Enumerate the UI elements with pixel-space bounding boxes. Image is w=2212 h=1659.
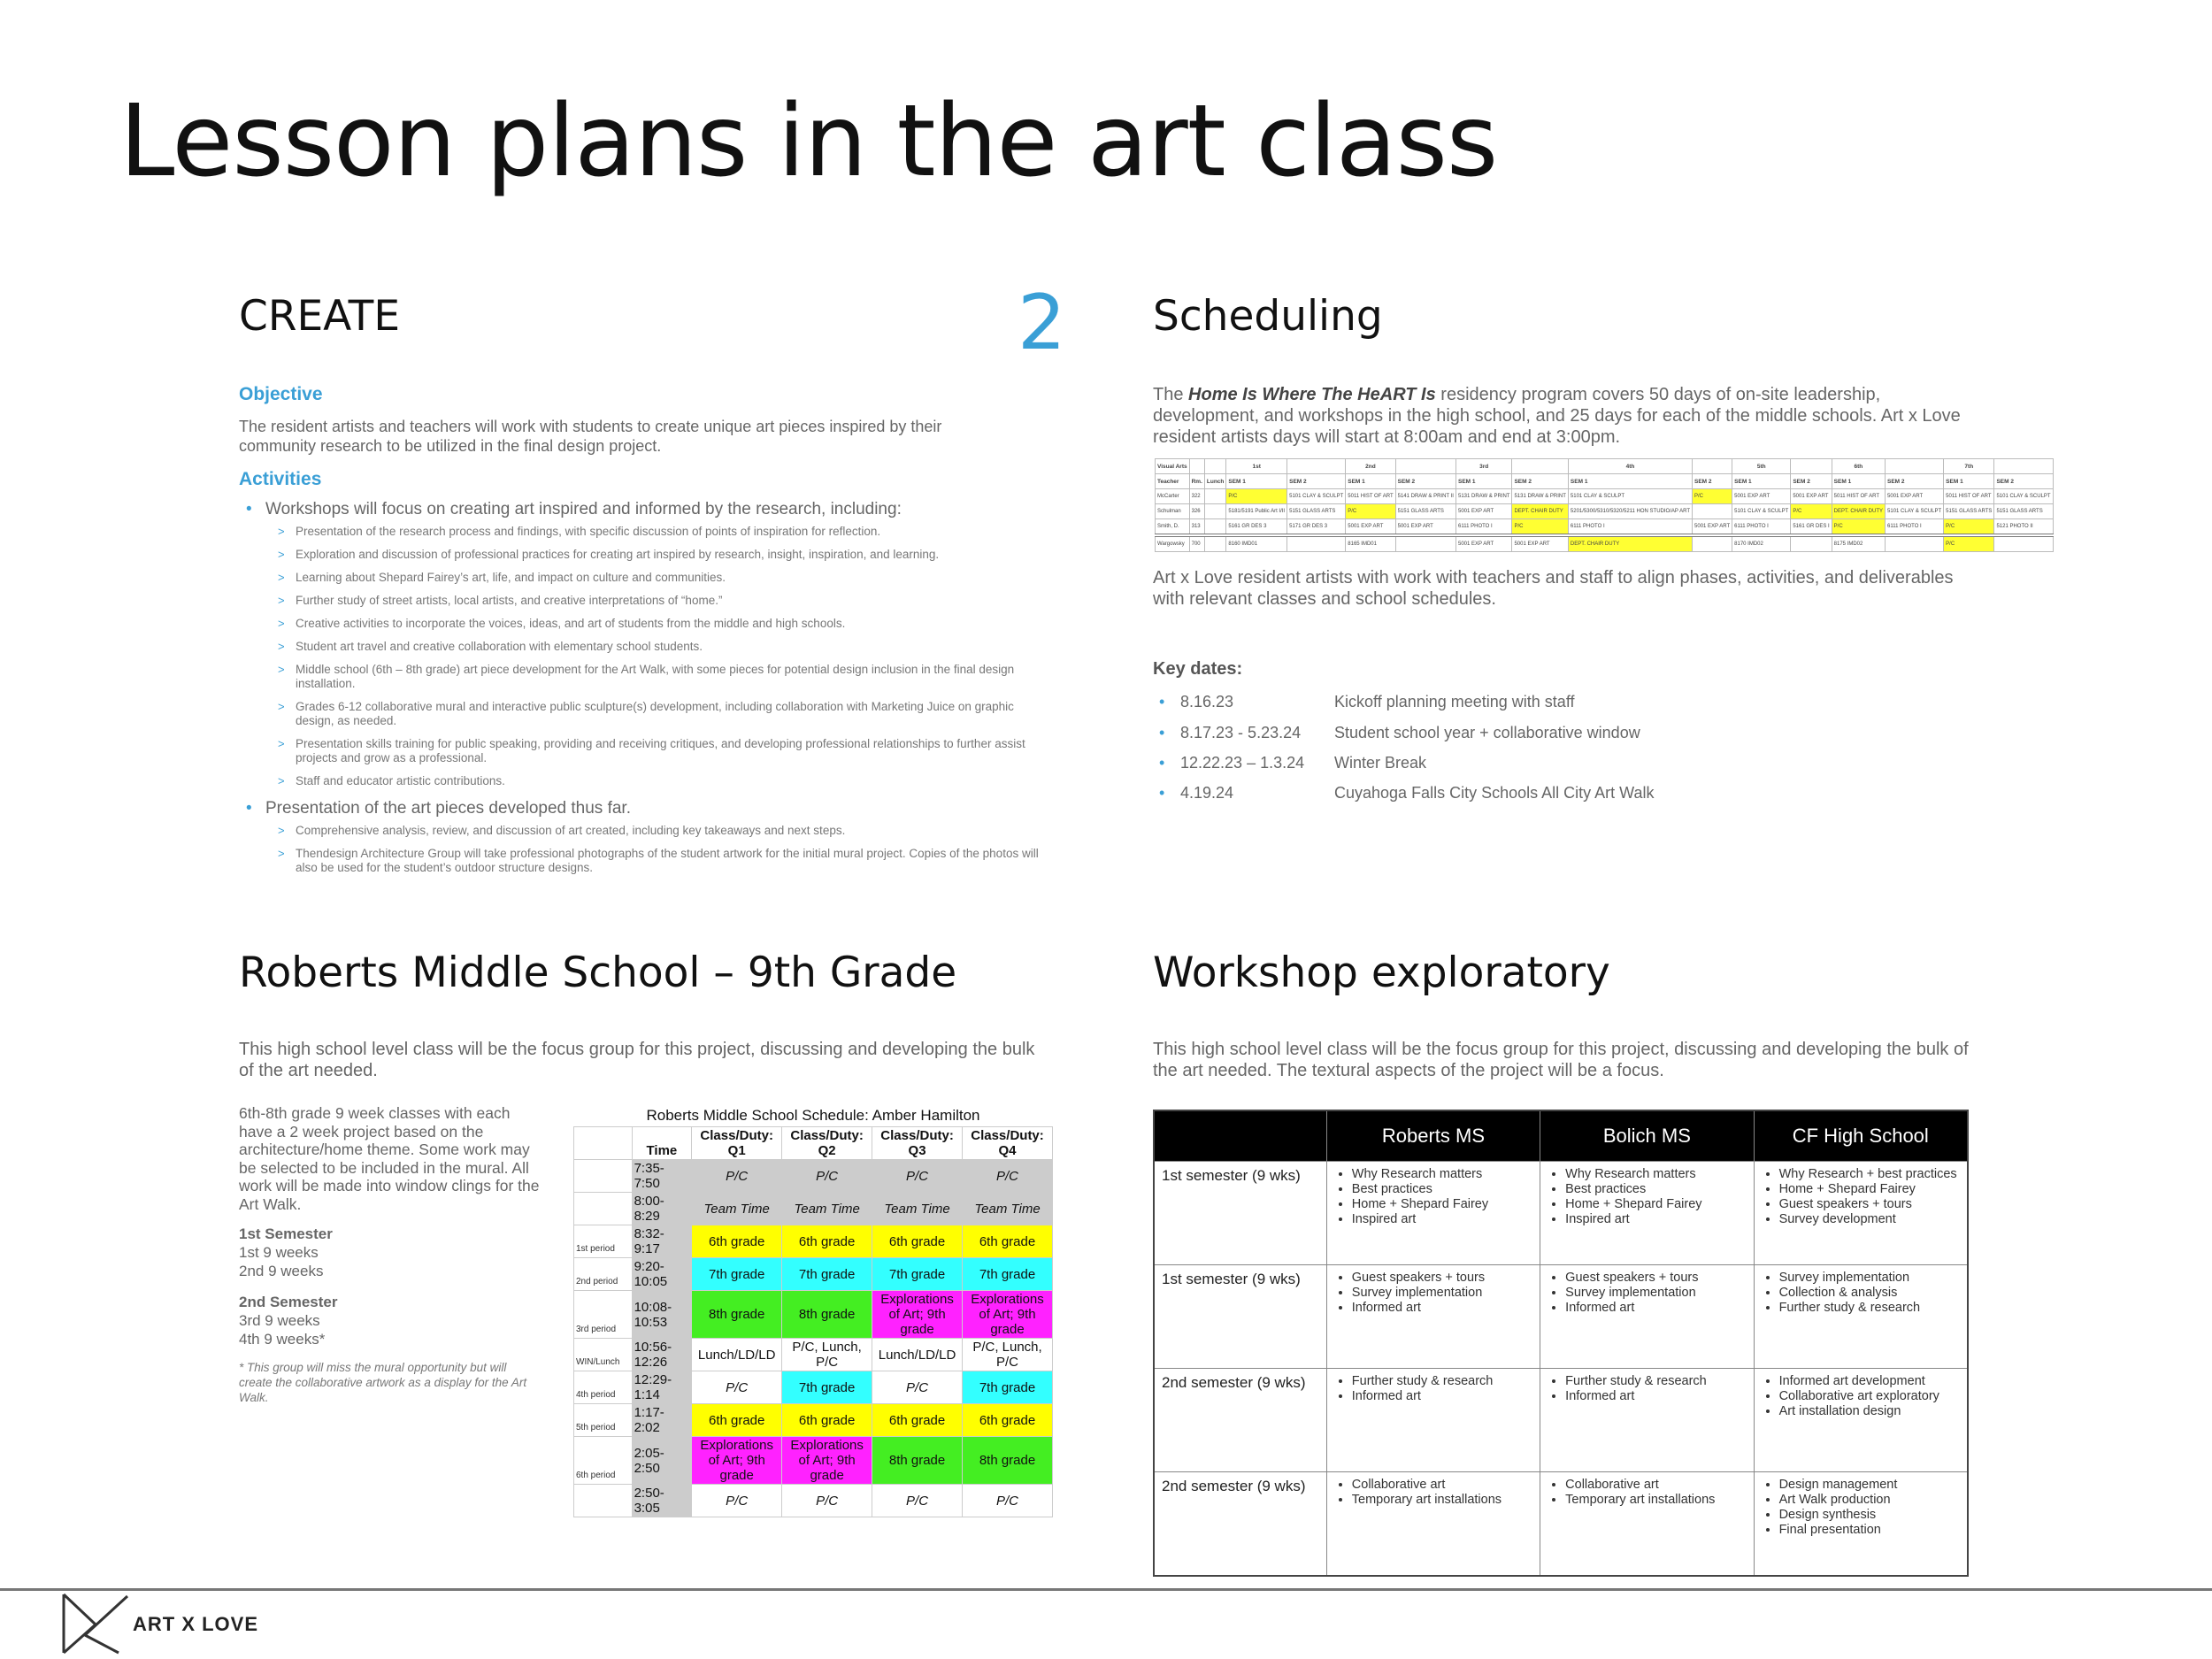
workshop-item: • Survey implementation (1779, 1271, 1960, 1286)
workshop-item: • Best practices (1352, 1182, 1532, 1197)
workshop-cell (1326, 1265, 1540, 1369)
mini-cell: DEPT. CHAIR DUTY (1832, 504, 1885, 519)
schedule-cell: 10:08-10:53 (632, 1291, 692, 1339)
schedule-cell: 6th grade (782, 1404, 872, 1437)
activity-sub-item: > Learning about Shepard Fairey’s art, life, and impact on culture and communities. (265, 571, 1053, 585)
schedule-cell: P/C (872, 1371, 963, 1404)
mini-cell: 5001 EXP ART (1455, 535, 1511, 552)
workshop-cell (1754, 1162, 1968, 1265)
schedule-cell: 8:32-9:17 (632, 1225, 692, 1258)
semester1-line: 2nd 9 weeks (239, 1263, 324, 1279)
schedule-cell: 2:50-3:05 (632, 1485, 692, 1517)
workshop-row-label: 2nd semester (9 wks) (1154, 1369, 1326, 1472)
workshop-item: • Collaborative art (1352, 1478, 1532, 1493)
mini-cell: 5161 GR DES 3 (1226, 519, 1287, 536)
mini-cell: DEPT. CHAIR DUTY (1568, 535, 1692, 552)
mini-cell: 5131 DRAW & PRINT (1455, 489, 1511, 504)
teacher-schedule-table (1155, 458, 2054, 552)
schedule-cell: Team Time (872, 1193, 963, 1225)
schedule-row (574, 1225, 1053, 1258)
schedule-header-cell: Time (632, 1127, 692, 1160)
roberts-body: 6th-8th grade 9 week classes with each have a 2 week project based on the architecture/home theme. Some work may be selected to be included in the mural. All work will be made into window clings for the Art Walk. (239, 1104, 540, 1213)
mini-cell: P/C (1226, 489, 1287, 504)
schedule-cell (574, 1485, 633, 1517)
mini-cell: Schulman (1156, 504, 1190, 519)
mini-period-cell: 7th (1944, 459, 1994, 474)
scheduling-align-text: Art x Love resident artists with work with teachers and staff to align phases, activities, and deliverables with relevant classes and school schedules. (1153, 568, 1954, 609)
schedule-cell: 7th grade (963, 1258, 1053, 1291)
schedule-cell: Explorations of Art; 9th grade (963, 1291, 1053, 1339)
scheduling-intro: The Home Is Where The HeART Is residency program covers 50 days of on-site leadership, development, and workshops in the high school, and 25 days for each of the middle schools. Art x Love resident artists days will start at 8:00am and end at 3:00pm. (1153, 385, 1961, 447)
mini-cell: 5131 DRAW & PRINT (1512, 489, 1568, 504)
workshop-item: • Guest speakers + tours (1779, 1197, 1960, 1212)
mini-cell: P/C (1944, 535, 1994, 552)
key-dates-label: Key dates: (1153, 659, 1243, 679)
activities-list (239, 498, 1053, 884)
schedule-cell: P/C, Lunch, P/C (963, 1339, 1053, 1371)
schedule-row (574, 1437, 1053, 1485)
mini-cell: 5101 CLAY & SCULPT (1994, 489, 2053, 504)
mini-cell: 5001 EXP ART (1512, 535, 1568, 552)
scheduling-heading: Scheduling (1153, 292, 1383, 341)
mini-cell: McCarter (1156, 489, 1190, 504)
mini-period-cell (1994, 459, 2053, 474)
schedule-header-cell: Class/Duty: Q3 (872, 1127, 963, 1160)
schedule-cell: 2nd period (574, 1258, 633, 1291)
schedule-cell: Lunch/LD/LD (872, 1339, 963, 1371)
workshop-header-cell: Bolich MS (1540, 1110, 1754, 1162)
mini-cell: 5011 HIST OF ART (1944, 489, 1994, 504)
mini-cell: 5201/5300/5310/5320/5211 HON STUDIO/AP ART (1568, 504, 1692, 519)
mini-period-cell (1791, 459, 1832, 474)
mini-cell: 5101 CLAY & SCULPT (1287, 489, 1346, 504)
mini-period-cell (1189, 459, 1204, 474)
activity-bullet: • Workshops will focus on creating art inspired and informed by the research, including: > Presentation of the research process and findings, with specific discussion of points of inspiration for reflection. > Exploration and discussion of professional practices for creating art inspired by research, insight, inspiration, and learning. > Learning about Shepard Fairey’s art, life, and impact on culture and communities. > Further study of street artists, local artists, and creative interpretations of “home.” > Creative activities to incorporate the voices, ideas, and art of students from the middle and high schools. > Student art travel and creative collaboration with elementary school students. > Middle school (6th – 8th grade) art piece development for the Art Walk, with some pieces for potential design inclusion in the final design installation. > Grades 6-12 collaborative mural and interactive public sculpture(s) development, including collaboration with Marketing Juice on graphic design, as needed. > Presentation skills training for public speaking, providing and receiving critiques, and developing professional relationships to further assist projects and grow as a professional. > Staff and educator artistic contributions. (239, 498, 1053, 788)
workshop-item: • Survey implementation (1352, 1286, 1532, 1301)
workshop-cell (1754, 1265, 1968, 1369)
mini-header-cell: Rm. (1189, 474, 1204, 489)
schedule-header-cell (574, 1127, 633, 1160)
schedule-cell: Explorations of Art; 9th grade (692, 1437, 782, 1485)
mini-cell: 5101 CLAY & SCULPT (1732, 504, 1791, 519)
mini-header-cell: SEM 2 (1395, 474, 1455, 489)
mini-header-cell: SEM 1 (1944, 474, 1994, 489)
mini-cell: 8160 IMD01 (1226, 535, 1287, 552)
mini-row (1156, 489, 2054, 504)
mini-cell: 6111 PHOTO I (1732, 519, 1791, 536)
schedule-cell: 1:17-2:02 (632, 1404, 692, 1437)
schedule-row (574, 1371, 1053, 1404)
workshop-cell (1754, 1472, 1968, 1577)
workshop-header-cell: CF High School (1754, 1110, 1968, 1162)
schedule-cell: 6th grade (872, 1404, 963, 1437)
mini-cell: 6111 PHOTO I (1886, 519, 1944, 536)
mini-cell: 5001 EXP ART (1395, 519, 1455, 536)
schedule-cell: 7:35-7:50 (632, 1160, 692, 1193)
mini-cell: 5181/5191 Public Art I/II (1226, 504, 1287, 519)
workshop-item: • Collection & analysis (1779, 1286, 1960, 1301)
mini-cell: 5011 HIST OF ART (1346, 489, 1395, 504)
mini-period-cell (1886, 459, 1944, 474)
schedule-cell: 6th period (574, 1437, 633, 1485)
schedule-cell (574, 1193, 633, 1225)
workshop-cell (1540, 1265, 1754, 1369)
schedule-cell: 1st period (574, 1225, 633, 1258)
workshop-heading: Workshop exploratory (1153, 949, 1610, 997)
mini-header-cell: SEM 1 (1226, 474, 1287, 489)
mini-cell: 6111 PHOTO I (1568, 519, 1692, 536)
schedule-row (574, 1485, 1053, 1517)
mini-cell: 5001 EXP ART (1693, 519, 1732, 536)
schedule-cell: 7th grade (692, 1258, 782, 1291)
mini-header-cell: SEM 1 (1732, 474, 1791, 489)
workshop-item: • Further study & research (1352, 1374, 1532, 1389)
mini-cell: 700 (1189, 535, 1204, 552)
mini-cell (1994, 535, 2053, 552)
mini-period-cell: 4th (1568, 459, 1692, 474)
semester1-label: 1st Semester (239, 1225, 333, 1242)
schedule-cell: 8:00-8:29 (632, 1193, 692, 1225)
workshop-item: • Inspired art (1565, 1212, 1746, 1227)
mini-period-cell: 2nd (1346, 459, 1395, 474)
workshop-table (1153, 1110, 1969, 1577)
mini-header-cell: SEM 2 (1693, 474, 1732, 489)
mini-cell: 5151 GLASS ARTS (1994, 504, 2053, 519)
mini-cell: P/C (1832, 519, 1885, 536)
workshop-item: • Home + Shepard Fairey (1352, 1197, 1532, 1212)
mini-header-cell: SEM 1 (1346, 474, 1395, 489)
mini-cell: 5151 GLASS ARTS (1944, 504, 1994, 519)
schedule-cell: 5th period (574, 1404, 633, 1437)
mini-header-cell: SEM 2 (1287, 474, 1346, 489)
mini-cell: 5171 GR DES 3 (1287, 519, 1346, 536)
mini-cell: 322 (1189, 489, 1204, 504)
workshop-cell (1754, 1369, 1968, 1472)
mini-row (1156, 504, 2054, 519)
schedule-row (574, 1404, 1053, 1437)
mini-cell: 5101 CLAY & SCULPT (1886, 504, 1944, 519)
mini-cell: P/C (1693, 489, 1732, 504)
workshop-intro: This high school level class will be the focus group for this project, discussing and developing the bulk of the art needed. The textural aspects of the project will be a focus. (1153, 1040, 1969, 1080)
activity-sub-item: > Middle school (6th – 8th grade) art piece development for the Art Walk, with some pieces for potential design inclusion in the final design installation. (265, 663, 1053, 691)
workshop-item: • Design synthesis (1779, 1508, 1960, 1523)
mini-cell (1791, 535, 1832, 552)
workshop-item: • Guest speakers + tours (1352, 1271, 1532, 1286)
schedule-cell: P/C (692, 1160, 782, 1193)
schedule-cell: P/C (963, 1485, 1053, 1517)
semester2-label: 2nd Semester (239, 1294, 338, 1310)
mini-period-cell (1512, 459, 1568, 474)
activity-sub-item: > Exploration and discussion of professional practices for creating art inspired by research, insight, inspiration, and learning. (265, 548, 1053, 562)
page-number: 2 (1018, 279, 1066, 367)
mini-period-cell (1395, 459, 1455, 474)
brand-name: ART X LOVE (133, 1613, 259, 1635)
mini-cell: 6111 PHOTO I (1455, 519, 1511, 536)
create-heading: CREATE (239, 292, 401, 341)
roberts-schedule-table (573, 1104, 1053, 1517)
objective-label: Objective (239, 384, 323, 404)
mini-period-cell: 1st (1226, 459, 1287, 474)
mini-cell (1204, 489, 1226, 504)
mini-cell (1287, 535, 1346, 552)
workshop-item: • Informed art (1565, 1389, 1746, 1404)
mini-period-cell (1287, 459, 1346, 474)
mini-cell: P/C (1512, 519, 1568, 536)
workshop-item: • Informed art development (1779, 1374, 1960, 1389)
schedule-cell: 6th grade (782, 1225, 872, 1258)
schedule-cell: 7th grade (782, 1371, 872, 1404)
mini-period-cell (1693, 459, 1732, 474)
workshop-item: • Home + Shepard Fairey (1565, 1197, 1746, 1212)
schedule-cell: P/C (782, 1160, 872, 1193)
workshop-item: • Further study & research (1565, 1374, 1746, 1389)
schedule-cell: 7th grade (782, 1258, 872, 1291)
mini-cell: P/C (1791, 504, 1832, 519)
mini-period-cell: Visual Arts (1156, 459, 1190, 474)
workshop-item: • Art installation design (1779, 1404, 1960, 1419)
activity-sub-item: > Student art travel and creative collaboration with elementary school students. (265, 640, 1053, 654)
footer-divider (0, 1588, 2212, 1591)
workshop-item: • Best practices (1565, 1182, 1746, 1197)
mini-cell (1693, 504, 1732, 519)
schedule-row (574, 1339, 1053, 1371)
mini-cell: 5141 DRAW & PRINT II (1395, 489, 1455, 504)
mini-cell (1204, 519, 1226, 536)
mini-cell (1693, 535, 1732, 552)
workshop-item: • Temporary art installations (1352, 1493, 1532, 1508)
schedule-row (574, 1291, 1053, 1339)
schedule-cell: 8th grade (782, 1291, 872, 1339)
schedule-header-row (574, 1127, 1053, 1160)
schedule-cell: WIN/Lunch (574, 1339, 633, 1371)
activity-sub-item: > Staff and educator artistic contributions. (265, 774, 1053, 788)
mini-cell: 8175 IMD02 (1832, 535, 1885, 552)
mini-cell: Wargowsky (1156, 535, 1190, 552)
schedule-header-cell: Class/Duty: Q4 (963, 1127, 1053, 1160)
schedule-cell: P/C (692, 1371, 782, 1404)
roberts-footnote: * This group will miss the mural opportunity but will create the collaborative artwork as a display for the Art Walk. (239, 1361, 527, 1404)
schedule-header-cell: Class/Duty: Q1 (692, 1127, 782, 1160)
schedule-cell: 9:20-10:05 (632, 1258, 692, 1291)
mini-header-cell: SEM 2 (1791, 474, 1832, 489)
schedule-cell: 8th grade (692, 1291, 782, 1339)
mini-cell: 313 (1189, 519, 1204, 536)
schedule-cell: 3rd period (574, 1291, 633, 1339)
mini-cell (1395, 535, 1455, 552)
workshop-item: • Art Walk production (1779, 1493, 1960, 1508)
mini-header-cell: SEM 1 (1455, 474, 1511, 489)
mini-cell: P/C (1944, 519, 1994, 536)
workshop-row (1154, 1369, 1968, 1472)
workshop-item: • Survey implementation (1565, 1286, 1746, 1301)
activity-sub-item: > Further study of street artists, local artists, and creative interpretations of “home.” (265, 594, 1053, 608)
workshop-item: • Design management (1779, 1478, 1960, 1493)
roberts-heading: Roberts Middle School – 9th Grade (239, 949, 957, 997)
schedule-cell: 2:05-2:50 (632, 1437, 692, 1485)
workshop-item: • Home + Shepard Fairey (1779, 1182, 1960, 1197)
schedule-cell: 12:29-1:14 (632, 1371, 692, 1404)
schedule-cell: Explorations of Art; 9th grade (872, 1291, 963, 1339)
activity-sub-item: > Presentation skills training for public speaking, providing and receiving critiques, and developing professional relationships to further assist projects and grow as a professional. (265, 737, 1053, 765)
schedule-cell: P/C (872, 1160, 963, 1193)
workshop-item: • Inspired art (1352, 1212, 1532, 1227)
schedule-cell: 8th grade (872, 1437, 963, 1485)
workshop-item: • Why Research matters (1352, 1167, 1532, 1182)
workshop-row-label: 1st semester (9 wks) (1154, 1265, 1326, 1369)
program-name: Home Is Where The HeART Is (1188, 385, 1436, 404)
mini-cell: 5011 HIST OF ART (1832, 489, 1885, 504)
workshop-cell (1540, 1369, 1754, 1472)
mini-header-cell: SEM 1 (1568, 474, 1692, 489)
schedule-cell: P/C (692, 1485, 782, 1517)
mini-header-cell: SEM 2 (1886, 474, 1944, 489)
schedule-cell: 4th period (574, 1371, 633, 1404)
workshop-header-cell (1154, 1110, 1326, 1162)
activity-sub-item: > Creative activities to incorporate the voices, ideas, and art of students from the middle and high schools. (265, 617, 1053, 631)
roberts-intro: This high school level class will be the focus group for this project, discussing and developing the bulk of the art needed. (239, 1040, 1035, 1080)
schedule-cell: P/C (963, 1160, 1053, 1193)
mini-cell: 5001 EXP ART (1791, 489, 1832, 504)
mini-cell (1204, 535, 1226, 552)
art-x-love-logo-icon (60, 1593, 131, 1655)
workshop-header-row (1154, 1110, 1968, 1162)
workshop-row (1154, 1162, 1968, 1265)
schedule-cell: 6th grade (692, 1225, 782, 1258)
workshop-cell (1326, 1472, 1540, 1577)
mini-cell: 5151 GLASS ARTS (1287, 504, 1346, 519)
schedule-cell: 6th grade (963, 1404, 1053, 1437)
schedule-cell: Explorations of Art; 9th grade (782, 1437, 872, 1485)
schedule-cell: Team Time (782, 1193, 872, 1225)
schedule-row (574, 1193, 1053, 1225)
workshop-item: • Guest speakers + tours (1565, 1271, 1746, 1286)
schedule-cell: Lunch/LD/LD (692, 1339, 782, 1371)
mini-period-cell: 5th (1732, 459, 1791, 474)
workshop-item: • Informed art (1352, 1389, 1532, 1404)
schedule-cell (574, 1160, 633, 1193)
mini-header-cell: SEM 2 (1994, 474, 2053, 489)
semester2-line: 3rd 9 weeks (239, 1312, 320, 1329)
schedule-title: Roberts Middle School Schedule: Amber Hamilton (646, 1107, 980, 1124)
schedule-cell: 7th grade (963, 1371, 1053, 1404)
mini-header-cell: Lunch (1204, 474, 1226, 489)
schedule-cell: P/C, Lunch, P/C (782, 1339, 872, 1371)
workshop-item: • Temporary art installations (1565, 1493, 1746, 1508)
workshop-header-cell: Roberts MS (1326, 1110, 1540, 1162)
mini-row (1156, 535, 2054, 552)
mini-period-cell: 3rd (1455, 459, 1511, 474)
workshop-cell (1326, 1162, 1540, 1265)
mini-header-cell: Teacher (1156, 474, 1190, 489)
mini-cell: 326 (1189, 504, 1204, 519)
mini-cell: 5121 PHOTO II (1994, 519, 2053, 536)
mini-cell: DEPT. CHAIR DUTY (1512, 504, 1568, 519)
workshop-item: • Why Research + best practices (1779, 1167, 1960, 1182)
mini-row (1156, 519, 2054, 536)
mini-cell: 5001 EXP ART (1886, 489, 1944, 504)
activities-label: Activities (239, 469, 322, 489)
workshop-row (1154, 1265, 1968, 1369)
objective-text: The resident artists and teachers will work with students to create unique art pieces inspired by their community research to be utilized in the final design project. (239, 418, 942, 455)
mini-cell: 5101 CLAY & SCULPT (1568, 489, 1692, 504)
mini-cell: 5161 GR DES I (1791, 519, 1832, 536)
schedule-cell: Team Time (963, 1193, 1053, 1225)
schedule-cell: 6th grade (963, 1225, 1053, 1258)
mini-header-cell: SEM 2 (1512, 474, 1568, 489)
mini-period-cell: 6th (1832, 459, 1885, 474)
activity-sub-item: > Comprehensive analysis, review, and discussion of art created, including key takeaways and next steps. (265, 824, 1053, 838)
workshop-item: • Informed art (1565, 1301, 1746, 1316)
semester1-line: 1st 9 weeks (239, 1244, 319, 1261)
mini-cell: 8165 IMD01 (1346, 535, 1395, 552)
mini-period-row (1156, 459, 2054, 474)
schedule-cell: 8th grade (963, 1437, 1053, 1485)
mini-cell: 8170 IMD02 (1732, 535, 1791, 552)
schedule-cell: P/C (782, 1485, 872, 1517)
schedule-cell: 10:56-12:26 (632, 1339, 692, 1371)
mini-cell: 5151 GLASS ARTS (1395, 504, 1455, 519)
mini-cell (1204, 504, 1226, 519)
workshop-item: • Why Research matters (1565, 1167, 1746, 1182)
mini-cell: 5001 EXP ART (1346, 519, 1395, 536)
activity-sub-item: > Thendesign Architecture Group will take professional photographs of the student artwork for the initial mural project. Copies of the photos will also be used for the student’s outdoor structure designs. (265, 847, 1053, 875)
workshop-cell (1326, 1369, 1540, 1472)
workshop-item: • Collaborative art exploratory (1779, 1389, 1960, 1404)
workshop-item: • Survey development (1779, 1212, 1960, 1227)
mini-cell: Smith, D. (1156, 519, 1190, 536)
schedule-cell: 7th grade (872, 1258, 963, 1291)
activity-sub-item: > Presentation of the research process and findings, with specific discussion of points of inspiration for reflection. (265, 525, 1053, 539)
workshop-cell (1540, 1472, 1754, 1577)
mini-cell: 5001 EXP ART (1732, 489, 1791, 504)
mini-header-row (1156, 474, 2054, 489)
schedule-cell: P/C (872, 1485, 963, 1517)
schedule-cell: Team Time (692, 1193, 782, 1225)
mini-period-cell (1204, 459, 1226, 474)
workshop-row (1154, 1472, 1968, 1577)
activity-sub-item: > Grades 6-12 collaborative mural and interactive public sculpture(s) development, including collaboration with Marketing Juice on graphic design, as needed. (265, 700, 1053, 728)
mini-cell: P/C (1346, 504, 1395, 519)
workshop-item: • Collaborative art (1565, 1478, 1746, 1493)
schedule-cell: 6th grade (692, 1404, 782, 1437)
page-title: Lesson plans in the art class (119, 84, 1498, 199)
workshop-row-label: 1st semester (9 wks) (1154, 1162, 1326, 1265)
workshop-item: • Final presentation (1779, 1523, 1960, 1538)
activity-bullet: • Presentation of the art pieces developed thus far. > Comprehensive analysis, review, and discussion of art created, including key takeaways and next steps. > Thendesign Architecture Group will take professional photographs of the student artwork for the initial mural project. Copies of the photos will also be used for the student’s outdoor structure designs. (239, 797, 1053, 875)
schedule-cell: 6th grade (872, 1225, 963, 1258)
mini-cell: 5001 EXP ART (1455, 504, 1511, 519)
mini-header-cell: SEM 1 (1832, 474, 1885, 489)
workshop-cell (1540, 1162, 1754, 1265)
mini-cell (1886, 535, 1944, 552)
schedule-header-cell: Class/Duty: Q2 (782, 1127, 872, 1160)
workshop-item: • Informed art (1352, 1301, 1532, 1316)
schedule-row (574, 1258, 1053, 1291)
workshop-row-label: 2nd semester (9 wks) (1154, 1472, 1326, 1577)
workshop-item: • Further study & research (1779, 1301, 1960, 1316)
semester2-line: 4th 9 weeks* (239, 1331, 326, 1348)
schedule-row (574, 1160, 1053, 1193)
